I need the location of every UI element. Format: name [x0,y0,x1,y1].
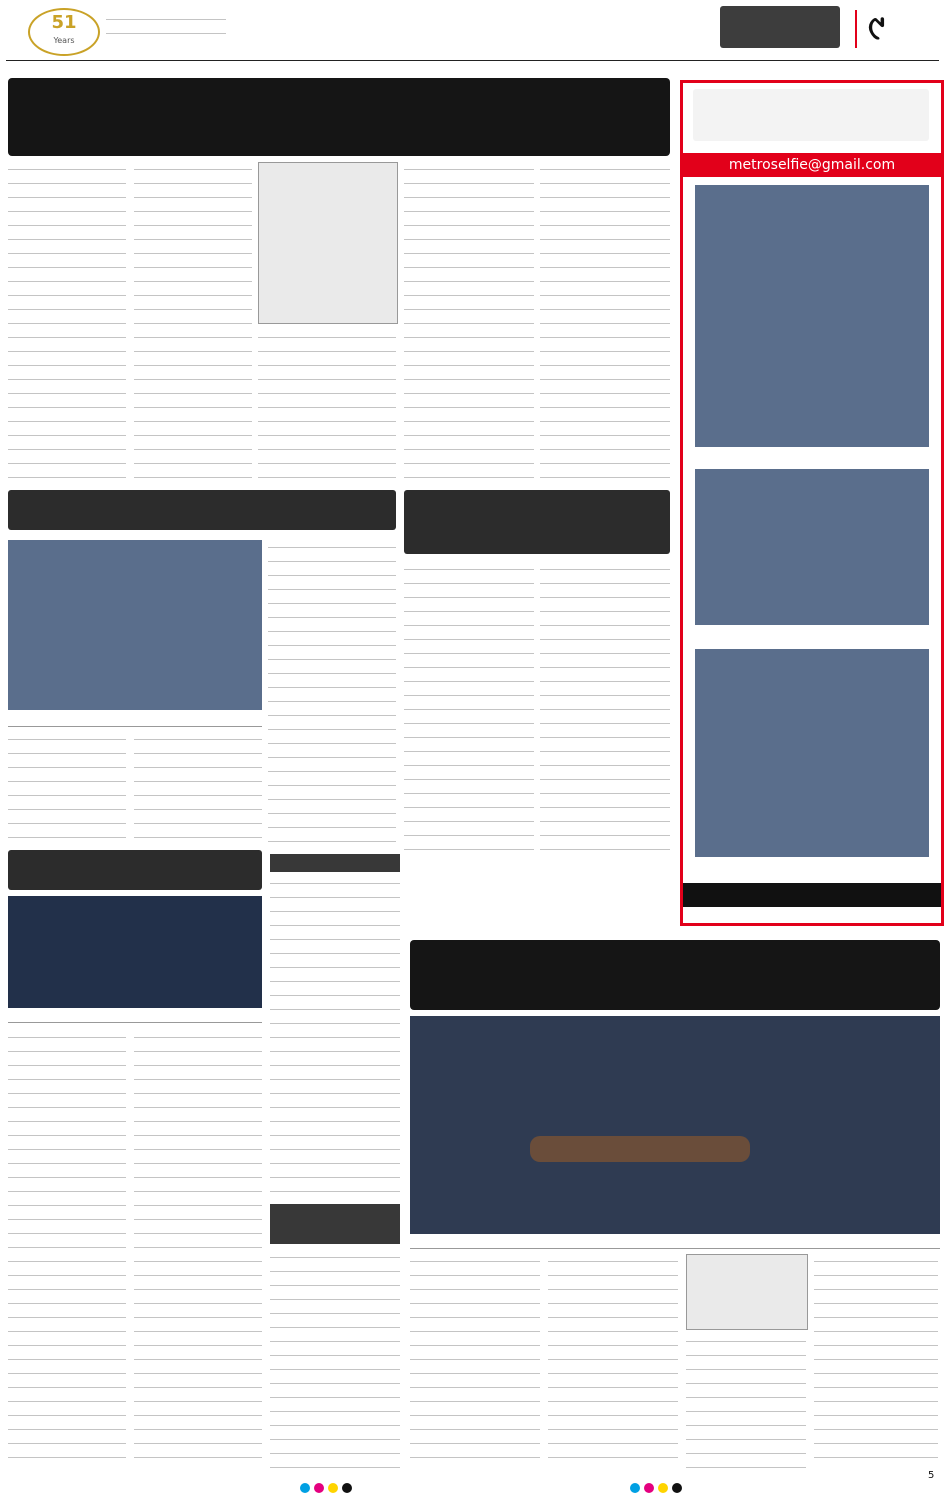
police-story [270,876,400,1196]
bottom-col-3 [410,1254,540,1470]
selfie-photo-3 [695,649,929,857]
bottom-col-1 [8,1030,126,1470]
selfie-box-header [693,89,929,141]
masthead-divider [855,10,857,48]
police-headline [270,854,400,872]
river-festival-caption [410,1236,940,1249]
anniversary-badge-number: 51 [51,12,77,33]
story-3-col-b [540,562,670,862]
headline-6 [270,1204,400,1244]
headline-5 [410,940,940,1010]
anniversary-badge-sub: Years [53,36,75,45]
masthead [0,0,945,60]
river-festival-photo [410,1016,940,1234]
selfie-photo-1 [695,185,929,447]
boat-festival-photo [8,896,262,1008]
bottom-highlights [686,1254,808,1330]
page-marker: 5 [928,1470,935,1481]
procession-caption [8,712,262,727]
lead-story-col1 [8,162,126,482]
selfie-caption-1 [695,449,929,465]
selfie-caption-3 [695,859,929,875]
bottom-col-2 [134,1030,262,1470]
anniversary-badge [28,8,100,56]
bottom-col-6 [814,1254,938,1470]
story-3-col-a [404,562,534,862]
lead-story-col3 [258,330,396,482]
lead-story-col4 [404,162,534,482]
khandapara-story [270,1250,400,1470]
selfie-footer-note [683,883,941,907]
lead-headline [8,78,670,156]
date-line [106,12,226,40]
selfie-email[interactable]: metroselfie@gmail.com [728,157,896,173]
story-2-col-a [8,732,126,842]
headline-4 [8,850,262,890]
procession-photo [8,540,262,710]
selfie-box [680,80,944,926]
lead-story-col2 [134,162,252,482]
headline-3 [404,490,670,554]
boat-festival-caption [8,1010,262,1023]
registration-marks-left [300,1478,356,1497]
selfie-photo-2 [695,469,929,625]
boat-shape [530,1136,750,1162]
selfie-box-email-bar [683,153,941,177]
registration-marks-right [630,1478,686,1497]
page-number: ୯ [868,8,885,48]
story-2-col-b [134,732,262,842]
section-title-placeholder [720,6,840,48]
masthead-rule [6,60,939,61]
story-2-col-c [268,540,396,842]
lead-story-col5 [540,162,670,482]
headline-2 [8,490,396,530]
bottom-col-4 [548,1254,678,1470]
selfie-caption-2 [695,627,929,643]
bottom-col-5 [686,1334,806,1470]
lead-story-highlights [258,162,398,324]
